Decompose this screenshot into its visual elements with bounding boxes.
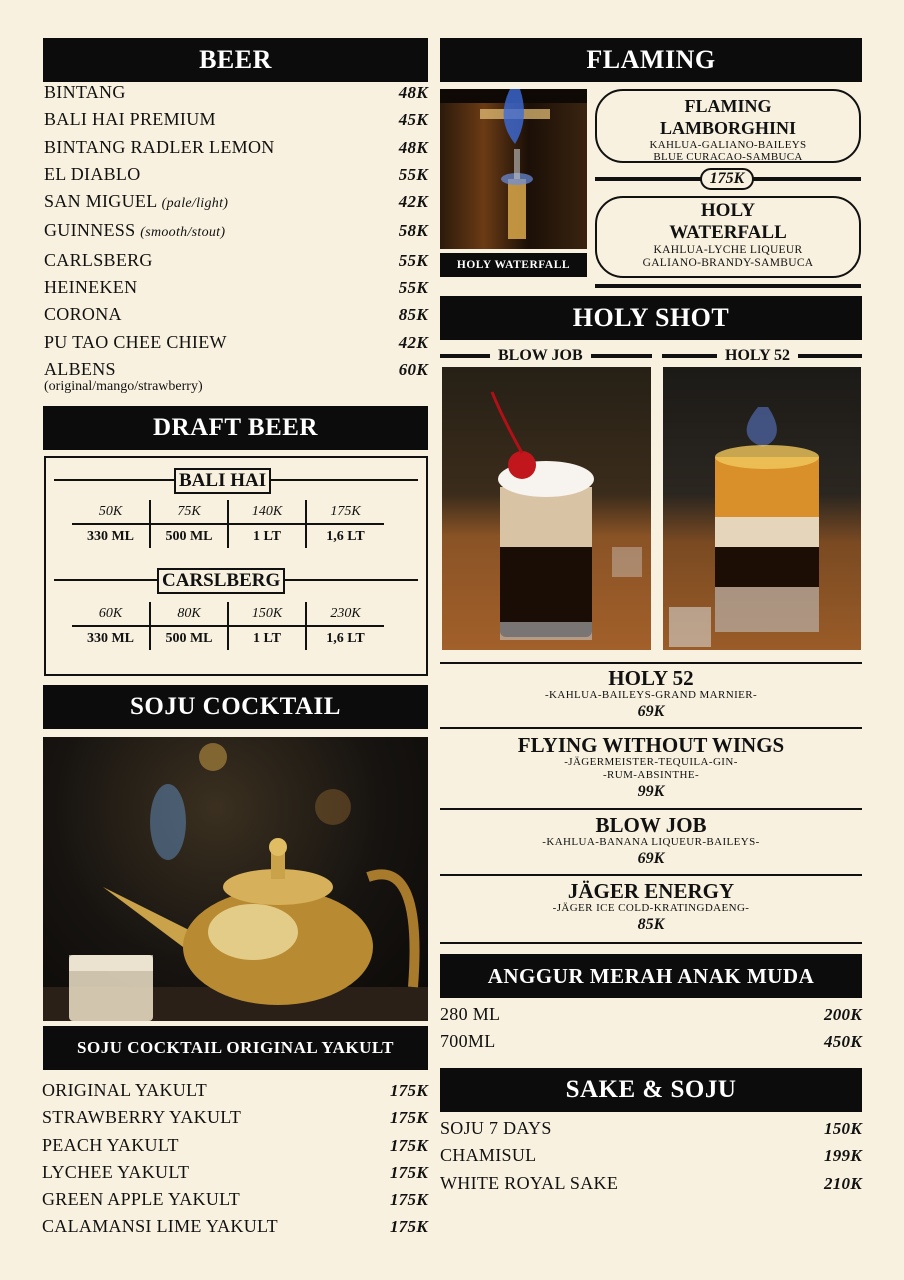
item-price: 42K — [398, 192, 428, 212]
drink-name: WATERFALL — [669, 222, 787, 243]
item-price: 175K — [389, 1108, 428, 1128]
draft-price: 150K — [228, 602, 306, 626]
item-price: 200K — [823, 1005, 862, 1024]
shot-price: 85K — [637, 916, 665, 933]
draft-price-table — [72, 602, 384, 650]
menu-item — [44, 217, 428, 246]
holy-waterfall-caption: HOLY WATERFALL — [440, 253, 587, 277]
item-price: 48K — [398, 137, 428, 157]
holy-52-photo — [663, 367, 861, 650]
draft-size: 1 LT — [228, 524, 306, 548]
menu-item — [44, 301, 428, 328]
drink-name: FLAMING — [684, 96, 772, 116]
holy-waterfall-photo — [440, 89, 587, 249]
item-name: GUINNESS — [44, 220, 136, 241]
menu-item — [44, 274, 428, 301]
item-name: BINTANG RADLER LEMON — [44, 136, 275, 157]
menu-item — [440, 1001, 862, 1028]
draft-price: 75K — [150, 500, 228, 524]
shot-price: 69K — [637, 703, 665, 720]
item-price: 58K — [398, 221, 428, 241]
beer-header: BEER — [43, 38, 428, 82]
item-note: (pale/light) — [161, 196, 229, 212]
soju-cocktail-list — [42, 1077, 428, 1241]
shot-name: BLOW JOB — [595, 813, 707, 837]
menu-item — [44, 79, 428, 106]
item-name: BALI HAI PREMIUM — [44, 109, 216, 130]
drink-ingredients: KAHLUA-GALIANO-BAILEYS — [649, 139, 807, 151]
menu-item — [42, 1213, 428, 1240]
menu-item — [42, 1104, 428, 1131]
menu-item — [440, 1170, 862, 1197]
flaming-glass-illustration — [440, 89, 587, 249]
menu-item — [440, 1028, 862, 1055]
item-price: 42K — [398, 332, 428, 352]
flaming-lamborghini-card — [595, 89, 861, 163]
draft-beer-box — [44, 456, 428, 676]
shot-item — [440, 880, 862, 935]
draft-price: 230K — [306, 602, 384, 626]
menu-item — [44, 106, 428, 133]
item-note: (smooth/stout) — [140, 225, 226, 241]
item-price: 45K — [398, 110, 428, 130]
menu-item — [42, 1186, 428, 1213]
item-name: PU TAO CHEE CHIEW — [44, 331, 227, 352]
draft-group-title: CARSLBERG — [157, 568, 285, 594]
draft-size: 330 ML — [72, 626, 150, 650]
shot-name: FLYING WITHOUT WINGS — [517, 733, 785, 757]
item-name: PEACH YAKULT — [42, 1134, 179, 1155]
menu-item — [44, 161, 428, 188]
draft-size: 500 ML — [150, 524, 228, 548]
item-price: 55K — [398, 278, 428, 298]
item-name: CALAMANSI LIME YAKULT — [42, 1216, 278, 1237]
menu-item — [44, 188, 428, 217]
draft-group-title: BALI HAI — [174, 468, 271, 494]
beer-list — [44, 79, 428, 394]
menu-item — [44, 329, 428, 356]
draft-price: 60K — [72, 602, 150, 626]
draft-size: 1,6 LT — [326, 528, 365, 544]
albens-variants: (original/mango/strawberry) — [44, 379, 203, 395]
draft-price: 140K — [228, 500, 306, 524]
draft-price-table — [72, 500, 384, 548]
anggur-list — [440, 1001, 862, 1056]
shot-ingredients: -KAHLUA-BAILEYS-GRAND MARNIER- — [544, 689, 758, 701]
menu-item — [42, 1077, 428, 1104]
menu-item — [440, 1115, 862, 1142]
draft-price: 80K — [150, 602, 228, 626]
shot-item — [440, 667, 862, 722]
item-price: 85K — [398, 305, 428, 325]
shot-price: 99K — [637, 783, 665, 800]
menu-item — [44, 134, 428, 161]
item-price: 175K — [389, 1217, 428, 1237]
menu-item — [44, 247, 428, 274]
anggur-header: ANGGUR MERAH ANAK MUDA — [440, 954, 862, 998]
item-price: 55K — [398, 164, 428, 184]
item-name: WHITE ROYAL SAKE — [440, 1172, 619, 1193]
item-price: 175K — [389, 1081, 428, 1100]
drink-name: LAMBORGHINI — [659, 118, 796, 138]
shot-name: JÄGER ENERGY — [567, 879, 735, 903]
item-name: SOJU 7 DAYS — [440, 1118, 552, 1138]
soju-cocktail-header: SOJU COCKTAIL — [43, 685, 428, 729]
draft-size: 1,6 LT — [326, 630, 365, 646]
item-price: 48K — [398, 83, 428, 102]
photo-label: BLOW JOB — [490, 347, 591, 365]
item-name: ORIGINAL YAKULT — [42, 1080, 207, 1100]
draft-size: 500 ML — [150, 626, 228, 650]
sake-soju-list — [440, 1115, 862, 1197]
photo-label: HOLY 52 — [717, 347, 798, 365]
soju-cocktail-subheader: SOJU COCKTAIL ORIGINAL YAKULT — [43, 1026, 428, 1070]
item-name: CHAMISUL — [440, 1145, 537, 1166]
item-price: 450K — [823, 1032, 862, 1052]
flaming-header: FLAMING — [440, 38, 862, 82]
item-name: CARLSBERG — [44, 249, 153, 270]
teapot-illustration — [43, 737, 428, 1021]
item-price: 150K — [823, 1119, 862, 1138]
item-name: BINTANG — [44, 82, 126, 102]
draft-size: 1 LT — [228, 626, 306, 650]
holy-shot-header: HOLY SHOT — [440, 296, 862, 340]
shot-price: 69K — [637, 850, 665, 867]
item-name: ALBENS — [44, 358, 116, 379]
drink-ingredients: GALIANO-BRANDY-SAMBUCA — [642, 257, 814, 269]
item-price: 175K — [389, 1135, 428, 1155]
menu-item — [42, 1159, 428, 1186]
item-name: EL DIABLO — [44, 163, 141, 184]
item-price: 175K — [389, 1190, 428, 1210]
shot-ingredients: -JÄGER ICE COLD-KRATINGDAENG- — [552, 902, 750, 914]
draft-beer-header: DRAFT BEER — [43, 406, 428, 450]
shot-item — [440, 734, 862, 802]
item-name: 700ML — [440, 1031, 496, 1052]
shot-ingredients: -JÄGERMEISTER-TEQUILA-GIN- — [564, 756, 738, 768]
item-name: HEINEKEN — [44, 277, 138, 298]
shot-item — [440, 814, 862, 869]
item-price: 210K — [823, 1173, 862, 1193]
item-name: LYCHEE YAKULT — [42, 1161, 190, 1182]
holy-waterfall-card — [595, 196, 861, 278]
drink-ingredients: BLUE CURACAO-SAMBUCA — [653, 151, 803, 163]
drink-name: HOLY — [700, 200, 756, 221]
shot-ingredients: -RUM-ABSINTHE- — [602, 769, 700, 781]
item-price: 199K — [823, 1146, 862, 1166]
shot-ingredients: -KAHLUA-BANANA LIQUEUR-BAILEYS- — [542, 836, 760, 848]
teapot-photo — [43, 737, 428, 1021]
drink-ingredients: KAHLUA-LYCHE LIQUEUR — [653, 244, 803, 256]
flaming-price: 175K — [700, 168, 754, 190]
blow-job-photo — [442, 367, 651, 650]
item-price: 55K — [398, 250, 428, 270]
blow-job-glass-illustration — [442, 367, 651, 650]
item-name: SAN MIGUEL — [44, 191, 157, 212]
shot-name: HOLY 52 — [608, 666, 694, 690]
item-name: CORONA — [44, 304, 122, 325]
item-price: 175K — [389, 1162, 428, 1182]
item-name: STRAWBERRY YAKULT — [42, 1107, 242, 1128]
menu-item — [42, 1132, 428, 1159]
draft-price: 50K — [72, 500, 150, 524]
item-price: 60K — [398, 359, 428, 379]
draft-price: 175K — [306, 500, 384, 524]
holy-52-glass-illustration — [663, 367, 861, 650]
menu-item — [440, 1142, 862, 1169]
draft-size: 330 ML — [72, 524, 150, 548]
item-name: 280 ML — [440, 1004, 501, 1024]
sake-soju-header: SAKE & SOJU — [440, 1068, 862, 1112]
item-name: GREEN APPLE YAKULT — [42, 1189, 241, 1210]
